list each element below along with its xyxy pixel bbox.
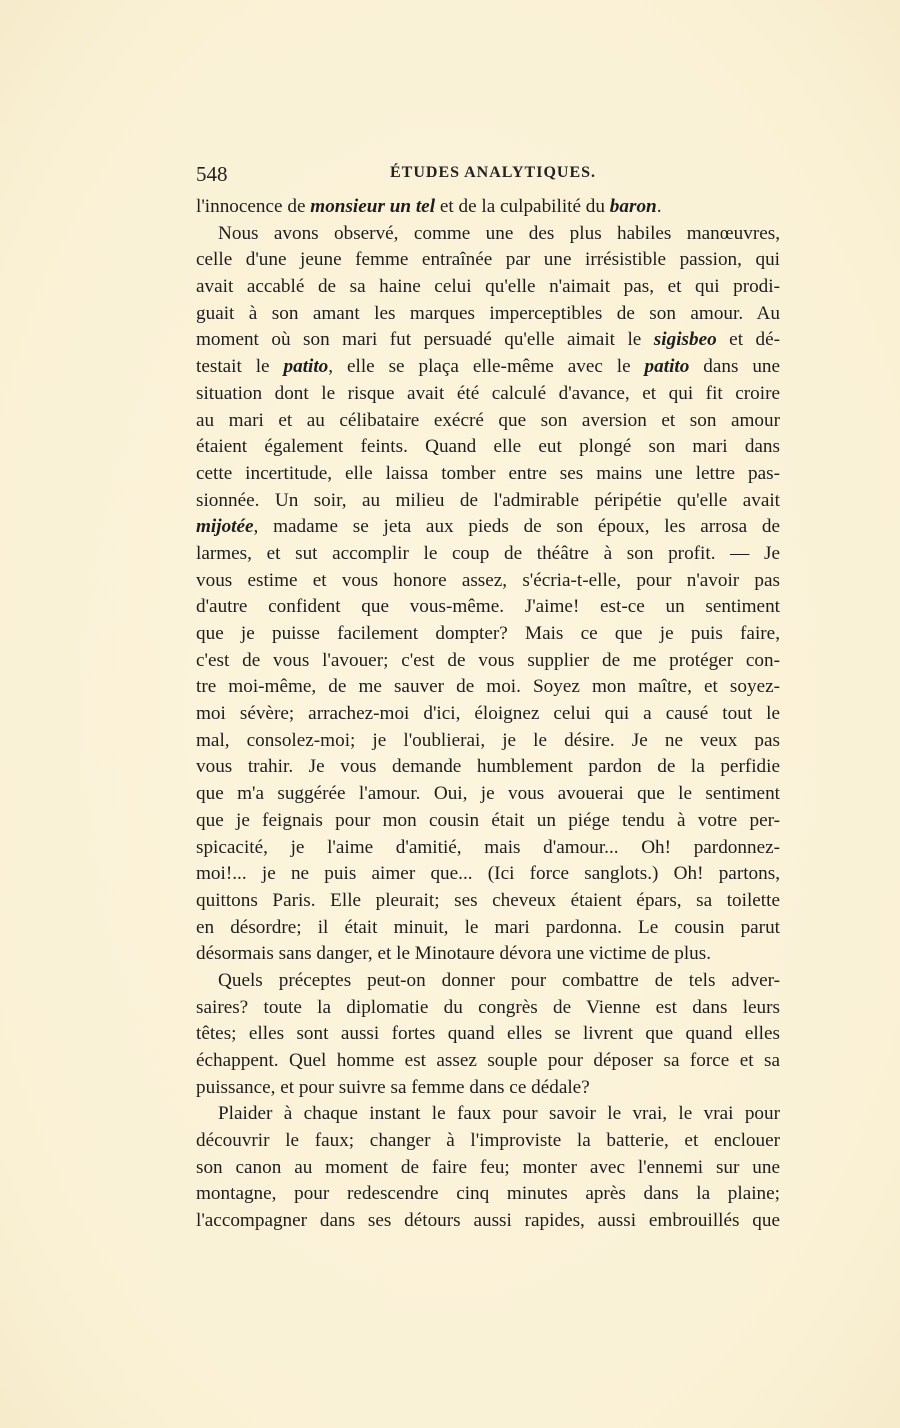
text-run: échappent. Quel homme est assez souple pour déposer sa force et sa [196, 1050, 780, 1071]
text-run: en désordre; il était minuit, le mari pardonna. Le cousin parut [196, 916, 780, 938]
text-line [196, 621, 780, 648]
text-line [196, 381, 780, 408]
text-run: . [656, 196, 662, 217]
text-line [196, 1048, 780, 1075]
text-line [196, 968, 780, 995]
text-run: c'est de vous l'avouer; c'est de vous supplier de me protéger con- [196, 649, 780, 671]
text-line [196, 888, 780, 915]
text-line [196, 354, 780, 381]
text-run: et dé- [716, 329, 780, 351]
text-run: têtes; elles sont aussi fortes quand elles se livrent que quand elles [196, 1023, 780, 1045]
text-run: découvrir le faux; changer à l'improviste la batterie, et enclouer [196, 1130, 780, 1152]
italic-text: patito [644, 356, 690, 378]
text-line [196, 514, 780, 541]
italic-text: patito [283, 356, 329, 378]
text-line [196, 835, 780, 862]
text-line [196, 728, 780, 755]
text-line [196, 221, 780, 248]
text-line [196, 754, 780, 781]
running-title: ÉTUDES ANALYTIQUES. [389, 164, 597, 181]
text-run: l'accompagner dans ses détours aussi rapides, aussi embrouillés que [196, 1210, 780, 1232]
text-run: moment où son mari fut persuadé qu'elle aimait le [196, 329, 654, 351]
text-run: Quels préceptes peut-on donner pour combattre de tels adver- [218, 969, 780, 991]
text-line [196, 1021, 780, 1048]
text-line [196, 461, 780, 488]
text-run: testait le [196, 356, 284, 378]
text-line [196, 915, 780, 942]
text-line [196, 194, 780, 221]
text-line [196, 488, 780, 515]
text-line [196, 1155, 780, 1182]
text-run: mal, consolez-moi; je l'oublierai, je le désire. Je ne veux pas [196, 729, 780, 751]
text-run: puissance, et pour suivre sa femme dans ce dédale? [196, 1076, 590, 1098]
text-run: larmes, et sut accomplir le coup de théâtre à son profit. — Je [196, 542, 780, 564]
text-line [196, 301, 780, 328]
text-run: cette incertitude, elle laissa tomber entre ses mains une lettre pas- [196, 462, 780, 484]
text-line [196, 995, 780, 1022]
text-run: Nous avons observé, comme une des plus habiles manœuvres, [218, 222, 780, 244]
page-number: 548 [196, 162, 228, 186]
text-run: que je feignais pour mon cousin était un piége tendu à votre per- [196, 809, 780, 831]
text-run: guait à son amant les marques imperceptibles de son amour. Au [196, 302, 780, 324]
text-run: spicacité, je l'aime d'amitié, mais d'amour... Oh! pardonnez- [196, 836, 780, 858]
text-run: avait accablé de sa haine celui qu'elle n'aimait pas, et qui prodi- [196, 276, 780, 298]
text-run: désormais sans danger, et le Minotaure dévora une victime de plus. [196, 943, 712, 965]
text-line [196, 1075, 780, 1102]
text-line [196, 1181, 780, 1208]
text-line [196, 434, 780, 461]
text-run: , madame se jeta aux pieds de son époux, les arrosa de [253, 516, 780, 538]
text-run: étaient également feints. Quand elle eut plongé son mari dans [196, 436, 780, 458]
text-run: quittons Paris. Elle pleurait; ses cheveux étaient épars, sa toilette [196, 889, 780, 911]
text-run: moi sévère; arrachez-moi d'ici, éloignez celui qui a causé tout le [196, 703, 780, 725]
text-run: dans une [689, 356, 781, 378]
text-run: saires? toute la diplomatie du congrès de Vienne est dans leurs [196, 996, 780, 1018]
text-line [196, 861, 780, 888]
text-line [196, 648, 780, 675]
text-line [196, 1208, 780, 1235]
text-run: Plaider à chaque instant le faux pour savoir le vrai, le vrai pour [218, 1103, 780, 1125]
text-run: au mari et au célibataire exécré que son aversion et son amour [196, 409, 780, 431]
text-run: , elle se plaça elle-même avec le [328, 356, 645, 378]
text-run: situation dont le risque avait été calculé d'avance, et qui fit croire [196, 382, 780, 404]
text-line [196, 781, 780, 808]
text-run: tre moi-même, de me sauver de moi. Soyez mon maître, et soyez- [196, 676, 780, 698]
text-run: et de la culpabilité du [435, 196, 610, 217]
text-line [196, 541, 780, 568]
text-run: que je puisse facilement dompter? Mais ce que je puis faire, [196, 623, 780, 644]
text-line [196, 327, 780, 354]
text-line [196, 274, 780, 301]
text-run: vous trahir. Je vous demande humblement pardon de la perfidie [196, 756, 780, 778]
text-line [196, 941, 780, 968]
text-run: d'autre confident que vous-même. J'aime! est-ce un sentiment [196, 596, 780, 618]
text-line [196, 568, 780, 595]
text-line [196, 1101, 780, 1128]
body-text [196, 194, 780, 1235]
text-line [196, 701, 780, 728]
text-run: son canon au moment de faire feu; monter avec l'ennemi sur une [196, 1156, 780, 1178]
italic-text: baron [609, 196, 657, 217]
text-run: moi!... je ne puis aimer que... (Ici force sanglots.) Oh! partons, [196, 863, 780, 885]
text-line [196, 808, 780, 835]
text-run: celle d'une jeune femme entraînée par une irrésistible passion, qui [196, 249, 780, 271]
text-run: montagne, pour redescendre cinq minutes après dans la plaine; [196, 1183, 780, 1205]
text-run: que m'a suggérée l'amour. Oui, je vous avouerai que le sentiment [196, 783, 780, 805]
text-run: sionnée. Un soir, au milieu de l'admirable péripétie qu'elle avait [196, 489, 780, 511]
text-line [196, 674, 780, 701]
text-line [196, 408, 780, 435]
italic-text: mijotée [196, 516, 254, 538]
italic-text: monsieur un tel [310, 196, 436, 217]
text-line [196, 247, 780, 274]
text-run: l'innocence de [196, 196, 311, 217]
text-line [196, 594, 780, 621]
text-line [196, 1128, 780, 1155]
text-run: vous estime et vous honore assez, s'écria-t-elle, pour n'avoir pas [196, 569, 780, 591]
italic-text: sigisbeo [653, 329, 717, 351]
page-header [196, 162, 780, 188]
